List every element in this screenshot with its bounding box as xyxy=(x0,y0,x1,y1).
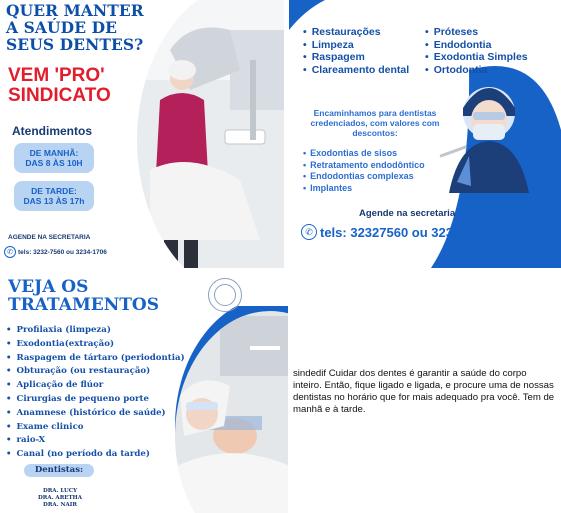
treatments-title-text: VEJA OS TRATAMENTOS xyxy=(8,277,159,315)
dentist-illustration xyxy=(439,78,539,198)
list-item: • Profilaxia (limpeza) xyxy=(6,324,185,338)
atendimentos-heading: Atendimentos xyxy=(12,124,93,138)
list-item: • Exodontias de sisos xyxy=(303,148,425,160)
list-item: DRA. LUCY xyxy=(42,488,78,494)
list-item: DRA. NAIR xyxy=(43,502,77,508)
phone-numbers: tels: 32327560 ou 32341706 xyxy=(320,224,490,240)
list-item: • Anamnese (histórico de saúde) xyxy=(6,407,185,421)
logo-inner-ring xyxy=(214,284,236,306)
services-list-right xyxy=(425,26,528,76)
phone-icon: ✆ xyxy=(4,246,16,258)
phone-icon: ✆ xyxy=(301,224,317,240)
treatments-title xyxy=(8,277,159,315)
phone-contact xyxy=(4,246,107,258)
list-item: • Implantes xyxy=(303,183,425,195)
list-item: • Retratamento endodôntico xyxy=(303,160,425,172)
morning-label: DE MANHÃ: xyxy=(29,148,79,158)
referral-note: Encaminhamos para dentistas credenciados, com valores com descontos: xyxy=(310,108,440,138)
poster-panel-treatments xyxy=(0,276,288,513)
poster-panel-appointments xyxy=(0,0,284,268)
list-item: • Clareamento dental xyxy=(303,64,409,77)
dentist-clinic-photo xyxy=(130,0,284,268)
post-caption: sindedif Cuidar dos dentes é garantir a saúde do corpo inteiro. Então, fique ligado e ligada, e procure uma de nossas dentistas no horário que for mais adequado pra você. Tem de manhã e à tarde. xyxy=(293,368,555,415)
list-item: • Exame clinico xyxy=(6,421,185,435)
list-item: • Limpeza xyxy=(303,39,409,52)
sindicato-logo xyxy=(208,278,242,312)
call-to-action: VEM 'PRO' SINDICATO xyxy=(8,65,111,106)
list-item: • Aplicação de flúor xyxy=(6,379,185,393)
schedule-note: Agende na secretaria xyxy=(359,208,456,219)
dentists-label: Dentistas: xyxy=(24,464,94,477)
schedule-note: AGENDE NA SECRETARIA xyxy=(8,234,91,241)
list-item: • Canal (no período da tarde) xyxy=(6,448,185,462)
headline: QUER MANTER A SAÚDE DE SEUS DENTES? xyxy=(6,1,144,54)
afternoon-hours-pill xyxy=(14,181,94,211)
list-item: • Restaurações xyxy=(303,26,409,39)
list-item: • Exodontia Simples xyxy=(425,51,528,64)
afternoon-label: DE TARDE: xyxy=(31,186,77,196)
list-item: • Ortodontia xyxy=(425,64,528,77)
list-item: • raio-X xyxy=(6,434,185,448)
list-item: • Endodontia xyxy=(425,39,528,52)
list-item: • Raspagem de tártaro (periodontia) xyxy=(6,352,185,366)
list-item: • Obturação (ou restauração) xyxy=(6,365,185,379)
afternoon-hours: DAS 13 ÀS 17h xyxy=(23,196,85,206)
morning-hours-pill xyxy=(14,143,94,173)
list-item: • Exodontia(extração) xyxy=(6,338,185,352)
poster-panel-services xyxy=(289,0,561,268)
list-item: DRA. ARETHA xyxy=(37,495,83,501)
list-item: • Cirurgias de pequeno porte xyxy=(6,393,185,407)
dentist-names xyxy=(30,488,90,509)
services-list-left xyxy=(303,26,409,76)
morning-hours: DAS 8 ÀS 10H xyxy=(25,158,83,168)
list-item: • Próteses xyxy=(425,26,528,39)
phone-contact xyxy=(301,224,489,240)
list-item: • Raspagem xyxy=(303,51,409,64)
list-item: • Endodontias complexas xyxy=(303,171,425,183)
treatments-list xyxy=(6,324,185,462)
discount-services-list xyxy=(303,148,425,194)
phone-numbers: tels: 3232-7560 ou 3234-1706 xyxy=(18,248,107,256)
